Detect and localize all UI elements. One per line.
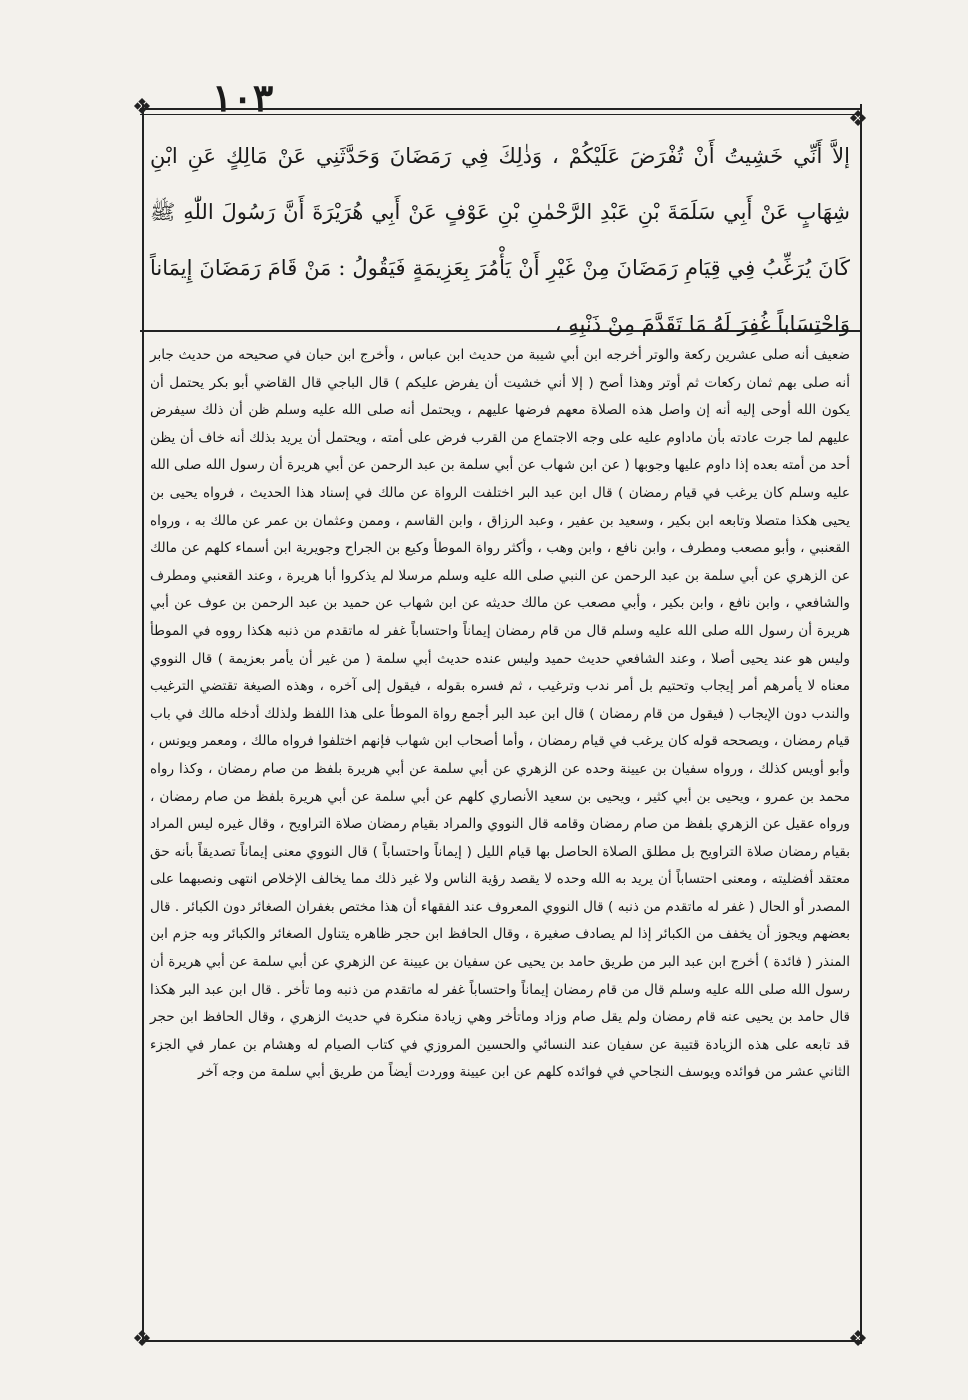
top-border-inner <box>140 114 860 115</box>
corner-ornament-icon: ❖ <box>132 1327 152 1352</box>
hadith-main-text <box>150 128 850 352</box>
main-text-paragraph: إلاَّ أَنِّي خَشِيتُ أَنْ تُفْرَضَ عَلَيْكُمْ ، وَذٰلِكَ فِي رَمَضَانَ وَحَدَّثَنِي عَنْ مَالِكٍ عَنِ ابْنِ شِهَابٍ عَنْ أَبِي سَلَمَةَ بْنِ عَبْدِ الرَّحْمٰنِ بْنِ عَوْفٍ عَنْ أَبِي هُرَيْرَةَ أَنَّ رَسُولَ اللّٰهِ ﷺ كَانَ يُرَغِّبُ فِي قِيَامِ رَمَضَانَ مِنْ غَيْرِ أَنْ يَأْمُرَ بِعَزِيمَةٍ فَيَقُولُ : مَنْ قَامَ رَمَضَانَ إِيمَاناً وَاحْتِسَاباً غُفِرَ لَهُ مَا تَقَدَّمَ مِنْ ذَنْبِهِ ، <box>150 144 850 336</box>
corner-ornament-icon: ❖ <box>132 95 152 120</box>
commentary-text <box>150 342 850 1087</box>
corner-ornament-icon: ❖ <box>848 107 868 132</box>
bottom-border <box>140 1340 860 1342</box>
top-border <box>140 108 860 110</box>
page-number: ١٠٣ <box>212 75 274 120</box>
corner-ornament-icon: ❖ <box>848 1327 868 1352</box>
commentary-paragraph: ضعيف أنه صلى عشرين ركعة والوتر أخرجه ابن أبي شيبة من حديث ابن عباس ، وأخرج ابن حبان في صحيحه من حديث جابر أنه صلى بهم ثمان ركعات ثم أوتر وهذا أصح ( إلا أني خشيت أن يفرض عليكم ) قال الباجي قال القاضي أبو بكر يحتمل أن يكون الله أوحى إليه أنه إن واصل هذه الصلاة معهم فرضها عليهم ، ويحتمل أنه صلى الله عليه وسلم ظن أن ذلك سيفرض عليهم لما جرت عادته بأن ماداوم عليه على وجه الاجتماع من القرب فرض على أمته ، ويحتمل أن يريد بذلك أنه خاف أن يظن أحد من أمته بعده إذا داوم عليها وجوبها ( عن ابن شهاب عن أبي سلمة بن عبد الرحمن عن أبي هريرة أن رسول الله صلى الله عليه وسلم كان يرغب في قيام رمضان ) قال ابن عبد البر اختلفت الرواة عن مالك في إسناد هذا الحديث ، فرواه يحيى بن يحيى هكذا متصلا وتابعه ابن بكير ، وسعيد بن عفير ، وعبد الرزاق ، وابن القاسم ، وممن وعثمان بن عمر عن مالك به ، ورواه القعنبي ، وأبو مصعب ومطرف ، وابن نافع ، وابن وهب ، وأكثر رواة الموطأ وكيع بن الجراح وجويرية ابن أسماء كلهم عن مالك عن الزهري عن أبي سلمة بن عبد الرحمن عن النبي صلى الله عليه وسلم مرسلا لم يذكروا أبا هريرة ، وعند القعنبي ومطرف والشافعي ، وابن نافع ، وابن بكير ، وأبي مصعب عن مالك حديثه عن ابن شهاب عن حميد بن عبد الرحمن بن عوف عن أبي هريرة أن رسول الله صلى الله عليه وسلم قال من قام رمضان إيماناً واحتساباً غفر له ماتقدم من ذنبه هكذا رووه في الموطأ وليس هو عند يحيى أصلا ، وعند الشافعي حديث حميد وليس عنده حديث أبي سلمة ( من غير أن يأمر بعزيمة ) قال النووي معناه لا يأمرهم أمر إيجاب وتحتيم بل أمر ندب وترغيب ، ثم فسره بقوله ، فيقول إلى آخره ، وهذه الصيغة تقتضي الترغيب والندب دون الإيجاب ( فيقول من قام رمضان ) قال ابن عبد البر أجمع رواة الموطأ على هذا اللفظ ولذلك أدخله مالك في باب قيام رمضان ، ويصححه قوله كان يرغب في قيام رمضان ، وأما أصحاب ابن شهاب فإنهم اختلفوا فرواه مالك ، ومعمر ويونس ، وأبو أويس كذلك ، ورواه سفيان بن عيينة وحده عن الزهري عن أبي سلمة عن أبي هريرة بلفظ من صام رمضان ، وكذا رواه محمد بن عمرو ، ويحيى بن أبي كثير ، ويحيى بن سعيد الأنصاري كلهم عن أبي سلمة عن أبي هريرة بلفظ من صام رمضان ، ورواه عقيل عن الزهري بلفظ من صام رمضان وقامه قال النووي والمراد بقيام رمضان صلاة التراويح ، وقال غيره ليس المراد بقيام رمضان صلاة التراويح بل مطلق الصلاة الحاصل بها قيام الليل ( إيماناً واحتساباً ) قال النووي معنى إيماناً تصديقاً بأنه حق معتقد أفضليته ، ومعنى احتساباً أن يريد به الله وحده لا يقصد رؤية الناس ولا غير ذلك مما يخالف الإخلاص انتهى ونصبهما على المصدر أو الحال ( غفر له ماتقدم من ذنبه ) قال النووي المعروف عند الفقهاء أن هذا مختص بغفران الصغائر دون الكبائر . قال بعضهم ويجوز أن يخفف من الكبائر إذا لم يصادف صغيرة ، وقال الحافظ ابن حجر ظاهره يتناول الصغائر والكبائر وبه جزم ابن المنذر ( فائدة ) أخرج ابن عبد البر من طريق حامد بن يحيى عن سفيان بن عيينة عن الزهري عن أبي سلمة عن أبي هريرة أن رسول الله صلى الله عليه وسلم قال من قام رمضان إيماناً واحتساباً غفر له ماتقدم من ذنبه وما تأخر . قال ابن عبد البر هكذا قال حامد بن يحيى عنه قام رمضان ولم يقل صام وزاد وماتأخر وهي زيادة منكرة في حديث الزهري ، وقال الحافظ ابن حجر قد تابعه على هذه الزيادة قتيبة عن سفيان عند النسائي والحسين المروزي في كتاب الصيام له وهشام بن عمار في الجزء الثاني عشر من فوائده ويوسف النجاحي في فوائده كلهم عن ابن عيينة ووردت أيضاً من طريق أبي سلمة من وجه آخر <box>150 347 850 1081</box>
